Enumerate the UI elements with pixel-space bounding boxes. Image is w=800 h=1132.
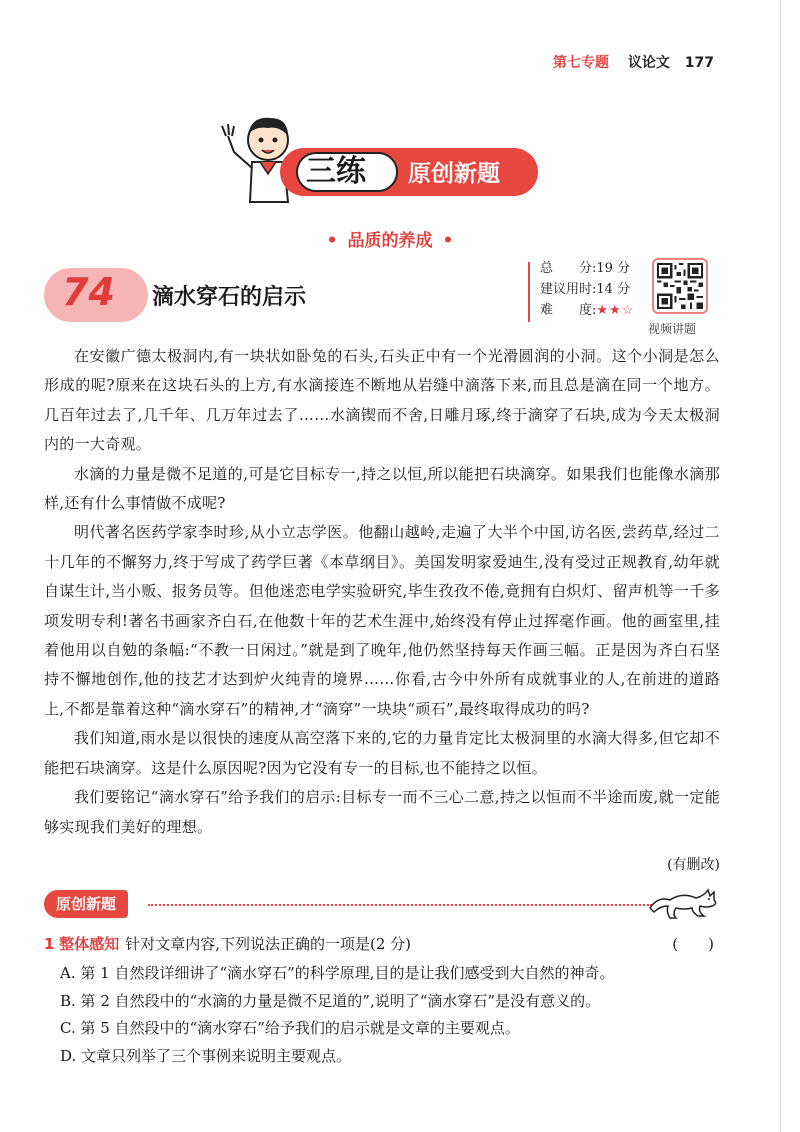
topic-label: 第七专题 [553, 55, 610, 71]
question-number: 1 [44, 935, 55, 953]
section-banner [220, 112, 540, 212]
time-label: 建议用时: [540, 282, 597, 297]
banner-right-label: 原创新题 [408, 161, 500, 187]
subheading [0, 226, 780, 251]
difficulty-label: 难 度: [540, 303, 597, 318]
running-cat-icon [648, 886, 720, 920]
option-a[interactable]: A. 第 1 自然段详细讲了“滴水穿石”的科学原理,目的是让我们感受到大自然的神奇。 [60, 964, 615, 982]
bullet-left: • [326, 231, 338, 251]
paragraph-4: 我们知道,雨水是以很快的速度从高空落下来的,它的力量肯定比太极洞里的水滴大得多,但它却不能把石块滴穿。这是什么原因呢?因为它没有专一的目标,也不能持之以恒。 [44, 729, 720, 777]
total-value: 19 分 [596, 261, 631, 276]
info-bracket [528, 262, 530, 322]
info-box [524, 258, 648, 321]
article-body [44, 342, 720, 842]
source-note: (有删改) [667, 857, 720, 873]
total-label: 总 分: [540, 261, 597, 276]
answer-blank[interactable]: ( ) [672, 935, 714, 953]
genre-label: 议论文 [627, 55, 670, 71]
option-d[interactable]: D. 文章只列举了三个事例来说明主要观点。 [60, 1046, 352, 1065]
page-number: 177 [684, 55, 714, 71]
section-divider [44, 890, 720, 924]
difficulty-stars: ★★☆ [596, 303, 635, 318]
total-score-row [540, 258, 648, 279]
question-options [60, 960, 720, 1070]
question-stem: 针对文章内容,下列说法正确的一项是(2 分) [125, 935, 412, 953]
lesson-number: 74 [62, 270, 115, 314]
question-tag: 整体感知 [59, 935, 120, 953]
banner-left-label: 三练 [306, 154, 366, 189]
option-b[interactable]: B. 第 2 自然段中的“水滴的力量是微不足道的”,说明了“滴水穿石”是没有意义的。 [60, 991, 601, 1010]
time-value: 14 分 [596, 282, 631, 297]
dotted-line [148, 904, 652, 906]
bullet-right: • [442, 231, 454, 251]
qr-code-graphic [657, 263, 703, 309]
time-row [540, 279, 648, 300]
page-header [553, 52, 714, 72]
qr-code-icon[interactable] [652, 258, 708, 314]
option-c[interactable]: C. 第 5 自然段中的“滴水穿石”给予我们的启示就是文章的主要观点。 [60, 1019, 520, 1037]
difficulty-row [540, 300, 648, 321]
paragraph-5: 我们要铭记“滴水穿石”给予我们的启示:目标专一而不三心二意,持之以恒而不半途而废,就一定能够实现我们美好的理想。 [44, 788, 720, 836]
question-1 [44, 932, 720, 957]
lesson-number-badge [44, 268, 148, 322]
qr-caption: 视频讲题 [648, 322, 697, 336]
lesson-title: 滴水穿石的启示 [152, 284, 307, 310]
section-label: 原创新题 [44, 890, 128, 918]
paragraph-2: 水滴的力量是微不足道的,可是它目标专一,持之以恒,所以能把石块滴穿。如果我们也能像水滴那样,还有什么事情做不成呢? [44, 464, 720, 513]
subheading-text: 品质的养成 [347, 231, 433, 251]
paragraph-1: 在安徽广德太极洞内,有一块状如卧兔的石头,石头正中有一个光滑圆润的小洞。这个小洞是怎么形成的呢?原来在这块石头的上方,有水滴接连不断地从岩缝中滴落下来,而且总是滴在同一个地方。几百年过去了,几千年、几万年过去了……水滴锲而不舍,日雕月琢,终于滴穿了石块,成为今天太极洞内的一大奇观。 [44, 347, 720, 454]
paragraph-3: 明代著名医药学家李时珍,从小立志学医。他翻山越岭,走遍了大半个中国,访名医,尝药草,经过二十几年的不懈努力,终于写成了药学巨著《本草纲目》。美国发明家爱迪生,没有受过正规教育,幼年就自谋生计,当小贩、报务员等。但他迷恋电学实验研究,毕生孜孜不倦,竟拥有白炽灯、留声机等一千多项发明专利!著名书画家齐白石,在他数十年的艺术生涯中,始终没有停止过挥毫作画。他的画室里,挂着他用以自勉的条幅:“不教一日闲过。”就是到了晚年,他仍然坚持每天作画三幅。正是因为齐白石坚持不懈地创作,他的技艺才达到炉火纯青的境界……你看,古今中外所有成就事业的人,在前进的道路上,不都是靠着这种“滴水穿石”的精神,才“滴穿”一块块“顽石”,最终取得成功的吗? [44, 523, 720, 718]
